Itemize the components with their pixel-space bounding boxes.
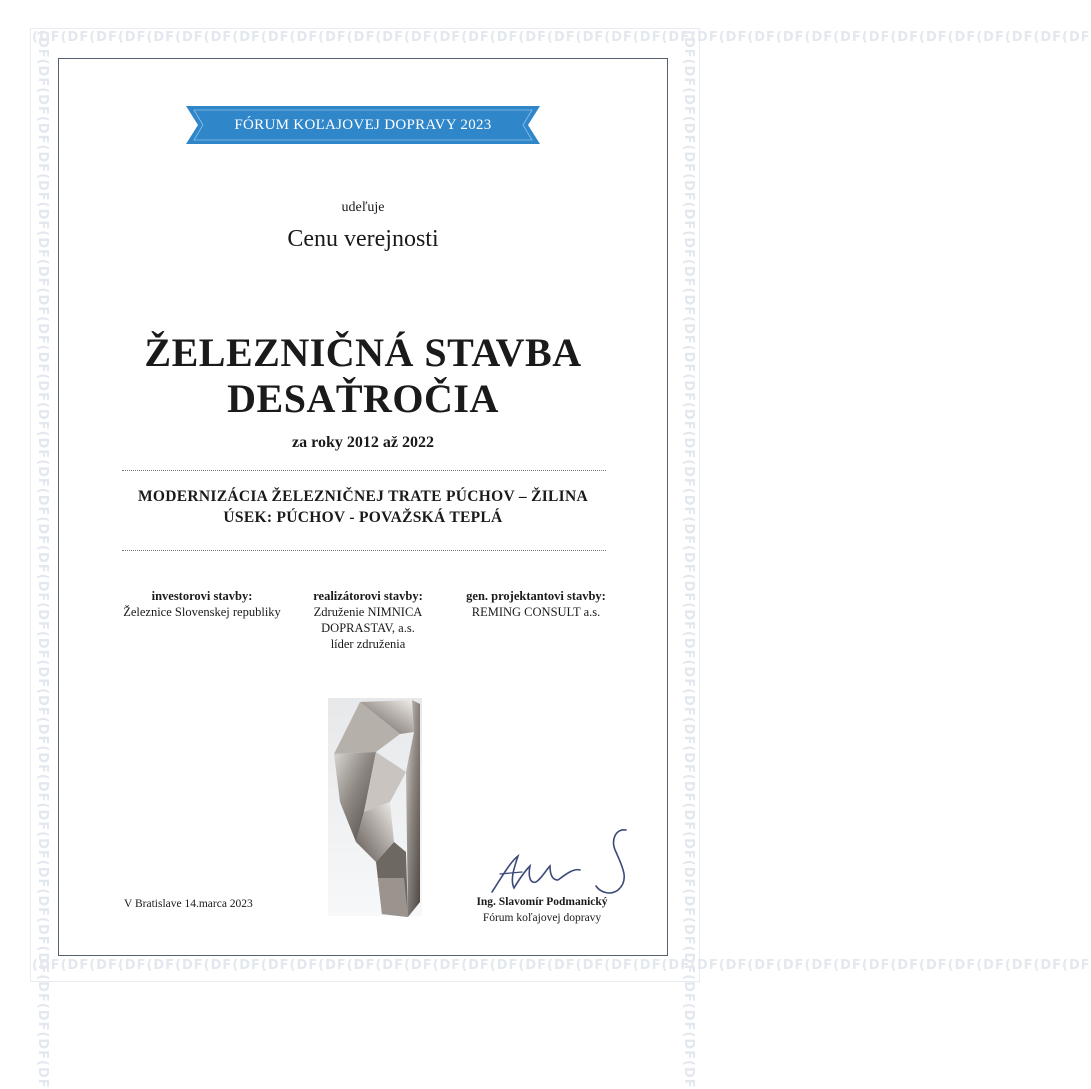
signatory-name: Ing. Slavomír Podmanický [476,896,608,908]
designer-line: REMING CONSULT a.s. [471,605,601,619]
dotted-divider-top [122,470,606,471]
place-date: V Bratislave 14.marca 2023 [124,898,253,910]
investor-line: Železnice Slovenskej republiky [123,605,281,619]
designer-heading: gen. projektantovi stavby: [466,589,606,603]
dotted-divider-bottom [122,550,606,551]
contractor-line: DOPRASTAV, a.s. [321,621,415,635]
ribbon-banner [186,106,540,144]
ribbon-text: FÓRUM KOĽAJOVEJ DOPRAVY 2023 [234,117,492,133]
pattern-strip-bottom: (DF(DF(DF(DF(DF(DF(DF(DF(DF(DF(DF(DF(DF(DF(DF(DF(DF(DF(DF(DF(DF(DF(DF(DF(DF(DF(DF(DF(DF(DF(DF(DF(DF(DF(DF(DF(DF [32,958,1091,973]
signature-image [470,822,640,902]
pattern-strip-left: (DF(DF(DF(DF(DF(DF(DF(DF(DF(DF(DF(DF(DF(DF(DF(DF(DF(DF(DF(DF(DF(DF(DF(DF(DF(DF(DF(DF(DF(DF(DF(DF(DF(DF(DF(DF(DF [35,30,50,1089]
award-name: Cenu verejnosti [287,226,439,252]
contractor-line: líder združenia [330,637,406,651]
intro-text: udeľuje [341,200,385,215]
investor-heading: investorovi stavby: [151,589,253,603]
title-line-1: ŽELEZNIČNÁ STAVBA [144,330,582,375]
main-title [60,330,666,422]
project-title [60,486,666,528]
title-line-2: DESAŤROČIA [227,376,499,421]
pattern-strip-right: (DF(DF(DF(DF(DF(DF(DF(DF(DF(DF(DF(DF(DF(DF(DF(DF(DF(DF(DF(DF(DF(DF(DF(DF(DF(DF(DF(DF(DF(DF(DF(DF(DF(DF(DF(DF(DF [681,30,696,1089]
signatory-role: Fórum koľajovej dopravy [482,912,602,924]
project-line-1: MODERNIZÁCIA ŽELEZNIČNEJ TRATE PÚCHOV – ŽILINA [137,488,589,505]
contractor-heading: realizátorovi stavby: [313,589,423,603]
contractor-line: Združenie NIMNICA [313,605,423,619]
pattern-strip-top: (DF(DF(DF(DF(DF(DF(DF(DF(DF(DF(DF(DF(DF(DF(DF(DF(DF(DF(DF(DF(DF(DF(DF(DF(DF(DF(DF(DF(DF(DF(DF(DF(DF(DF(DF(DF(DF [32,30,1091,45]
project-line-2: ÚSEK: PÚCHOV - POVAŽSKÁ TEPLÁ [223,509,503,526]
designer-block [436,588,636,620]
trophy-image [320,692,430,922]
period-text: za roky 2012 až 2022 [292,434,434,451]
